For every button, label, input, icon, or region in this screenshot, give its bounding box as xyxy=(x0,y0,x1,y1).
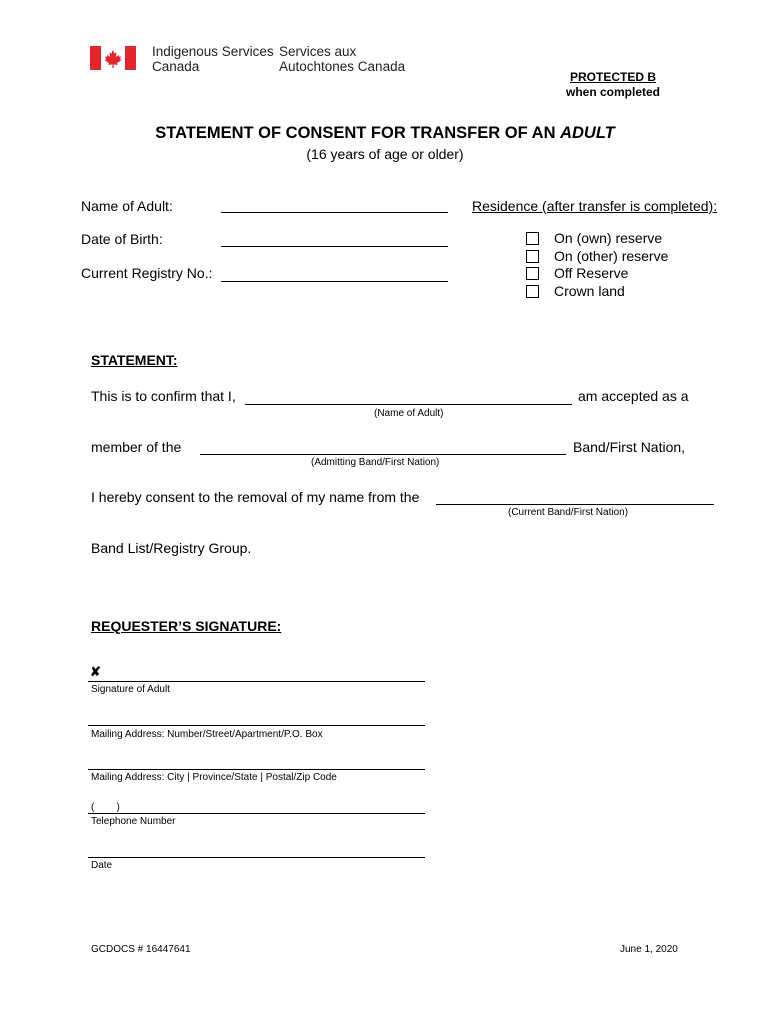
statement-heading: STATEMENT: xyxy=(91,352,178,368)
title-emphasis: ADULT xyxy=(560,124,615,142)
name-of-adult-label: Name of Adult: xyxy=(81,198,173,214)
telephone-field[interactable] xyxy=(88,813,425,814)
canada-flag-logo xyxy=(90,46,136,70)
residence-off-reserve-label: Off Reserve xyxy=(554,265,629,281)
date-of-birth-label: Date of Birth: xyxy=(81,231,163,247)
footer-date: June 1, 2020 xyxy=(620,944,678,955)
consent-text: I hereby consent to the removal of my name from the xyxy=(91,489,420,505)
residence-off-reserve-checkbox[interactable] xyxy=(526,267,539,280)
band-list-text: Band List/Registry Group. xyxy=(91,540,252,556)
band-first-nation-text: Band/First Nation, xyxy=(573,439,686,455)
current-band-field[interactable] xyxy=(436,504,714,505)
residence-other-reserve-checkbox[interactable] xyxy=(526,250,539,263)
requester-signature-heading: REQUESTER’S SIGNATURE: xyxy=(91,618,282,634)
phone-area-code: ( ) xyxy=(91,802,120,813)
date-label: Date xyxy=(91,860,113,871)
residence-crown-land-label: Crown land xyxy=(554,283,625,299)
confirm-text: This is to confirm that I, xyxy=(91,388,236,404)
dept-en-line2: Canada xyxy=(152,59,200,74)
residence-label: Residence (after transfer is completed): xyxy=(472,198,718,214)
address-line2-field[interactable] xyxy=(88,769,425,770)
protected-sublabel: when completed xyxy=(565,85,660,99)
x-mark-icon: ✘ xyxy=(90,664,101,679)
department-name-en xyxy=(152,44,274,74)
department-name-fr xyxy=(279,44,405,74)
current-band-caption: (Current Band/First Nation) xyxy=(508,507,629,518)
address-line2-label: Mailing Address: City | Province/State | Postal/Zip Code xyxy=(91,772,337,783)
dept-fr-line2: Autochtones Canada xyxy=(279,59,406,74)
name-of-adult-field[interactable] xyxy=(221,212,448,213)
address-line1-label: Mailing Address: Number/Street/Apartment/P.O. Box xyxy=(91,729,323,740)
residence-crown-land-checkbox[interactable] xyxy=(526,285,539,298)
form-title xyxy=(0,124,770,143)
name-caption: (Name of Adult) xyxy=(374,408,444,419)
protected-label: PROTECTED B xyxy=(569,70,656,84)
address-line1-field[interactable] xyxy=(88,725,425,726)
residence-other-reserve-label: On (other) reserve xyxy=(554,248,669,264)
residence-own-reserve-label: On (own) reserve xyxy=(554,230,663,246)
accepted-text: am accepted as a xyxy=(578,388,689,404)
date-field[interactable] xyxy=(88,857,425,858)
signature-label: Signature of Adult xyxy=(91,684,170,695)
admitting-caption: (Admitting Band/First Nation) xyxy=(311,457,440,468)
residence-own-reserve-checkbox[interactable] xyxy=(526,232,539,245)
dept-en-line1: Indigenous Services xyxy=(152,44,274,59)
dept-fr-line1: Services aux xyxy=(279,44,357,59)
registry-number-field[interactable] xyxy=(221,281,448,282)
admitting-band-field[interactable] xyxy=(200,454,566,455)
protected-b-marking xyxy=(555,70,671,100)
form-subtitle: (16 years of age or older) xyxy=(306,146,464,162)
signature-field[interactable] xyxy=(88,681,425,682)
member-text: member of the xyxy=(91,439,182,455)
statement-name-field[interactable] xyxy=(245,404,572,405)
telephone-label: Telephone Number xyxy=(91,816,176,827)
gcdocs-number: GCDOCS # 16447641 xyxy=(91,944,191,955)
registry-number-label: Current Registry No.: xyxy=(81,265,213,281)
date-of-birth-field[interactable] xyxy=(221,246,448,247)
title-main: STATEMENT OF CONSENT FOR TRANSFER OF AN xyxy=(155,124,556,142)
